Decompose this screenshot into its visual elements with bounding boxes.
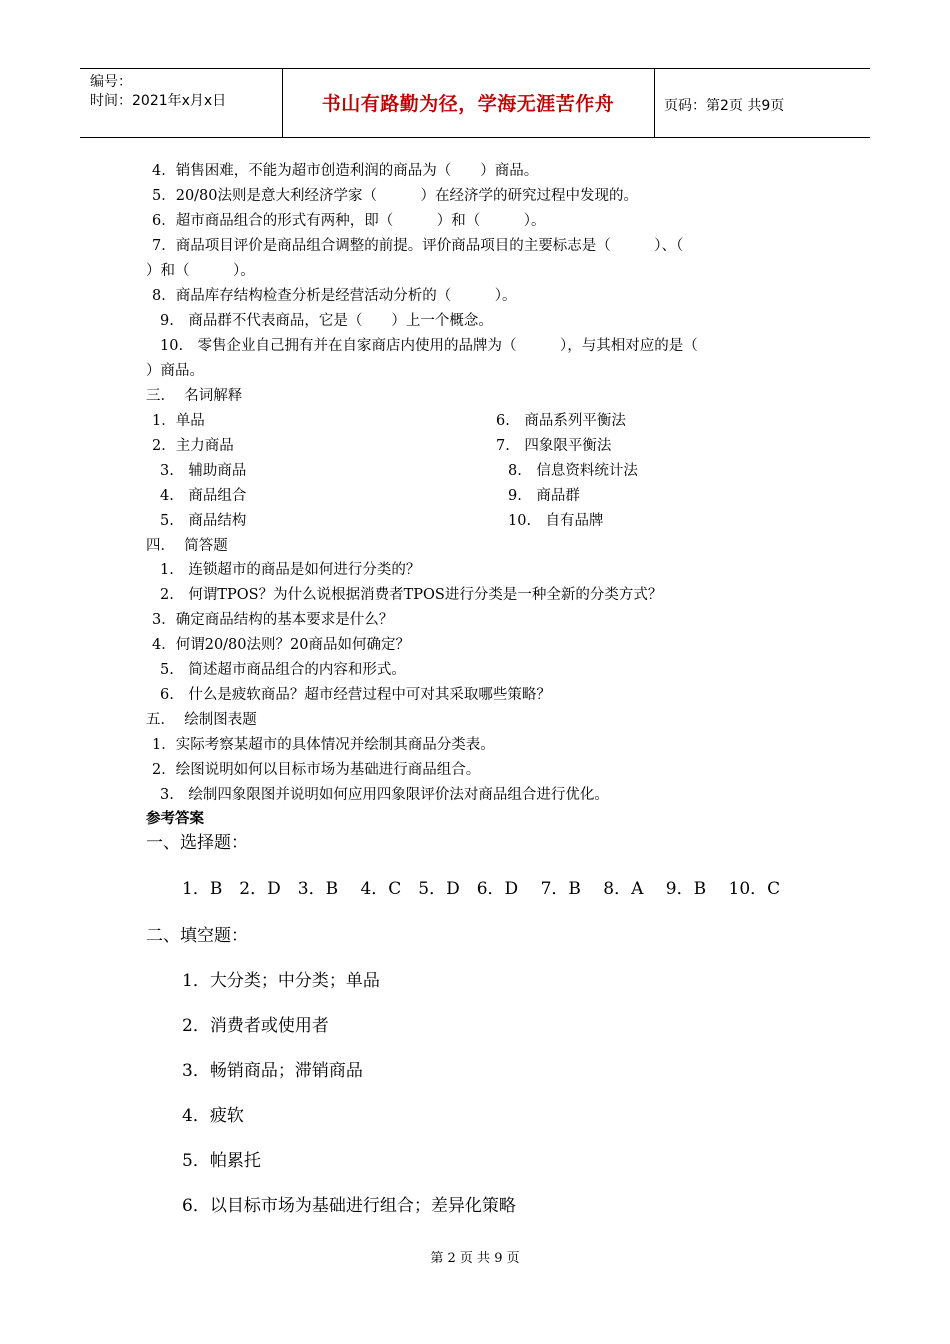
- fill-answer: 6．以目标市场为基础进行组合；差异化策略: [182, 1196, 516, 1216]
- header-motto: 书山有路勤为径，学海无涯苦作舟: [321, 93, 615, 115]
- fill-question: 6．超市商品组合的形式有两种，即（ ）和（ ）。: [152, 213, 546, 229]
- fill-answer: 5．帕累托: [182, 1151, 261, 1171]
- time-label: 时间：2021年x月x日: [90, 93, 227, 109]
- page-footer: 第 2 页 共 9 页: [430, 1251, 520, 1266]
- short-answer-item: 2. 何谓TPOS？为什么说根据消费者TPOS进行分类是一种全新的分类方式？: [160, 587, 663, 603]
- short-answer-item: 3．确定商品结构的基本要求是什么？: [152, 612, 394, 628]
- chart-task-item: 2．绘图说明如何以目标市场为基础进行商品组合。: [152, 762, 481, 778]
- fill-answer: 2．消费者或使用者: [182, 1016, 329, 1036]
- fill-question: 10. 零售企业自己拥有并在自家商店内使用的品牌为（ ），与其相对应的是（: [160, 338, 698, 354]
- term-item: 5. 商品结构: [160, 513, 247, 529]
- fill-answer: 3．畅销商品；滞销商品: [182, 1061, 363, 1081]
- fill-question-continued: ）和（ ）。: [146, 263, 255, 279]
- short-answer-item: 5. 简述超市商品组合的内容和形式。: [160, 662, 406, 678]
- header-meta: [90, 73, 226, 111]
- fill-answers-title: 二、填空题：: [146, 926, 248, 946]
- term-item: 7. 四象限平衡法: [496, 438, 612, 454]
- short-answer-item: 4．何谓20/80法则？20商品如何确定？: [152, 637, 410, 653]
- fill-question-continued: ）商品。: [146, 363, 204, 379]
- fill-answer: 4．疲软: [182, 1106, 244, 1126]
- fill-question: 7．商品项目评价是商品组合调整的前提。评价商品项目的主要标志是（ ）、（: [152, 238, 684, 254]
- term-item: 6. 商品系列平衡法: [496, 413, 626, 429]
- fill-question: 5．20/80法则是意大利经济学家（ ）在经济学的研究过程中发现的。: [152, 188, 639, 204]
- fill-question: 4．销售困难，不能为超市创造利润的商品为（ ）商品。: [152, 163, 539, 179]
- term-item: 4. 商品组合: [160, 488, 247, 504]
- fill-question: 8．商品库存结构检查分析是经营活动分析的（ ）。: [152, 288, 517, 304]
- header-page-label: 页码：第2页 共9页: [664, 98, 785, 114]
- answers-title: 参考答案: [146, 810, 204, 827]
- chart-task-item: 3. 绘制四象限图并说明如何应用四象限评价法对商品组合进行优化。: [160, 787, 609, 803]
- section-title: 三． 名词解释: [146, 388, 243, 404]
- document-header: [80, 68, 870, 138]
- term-item: 8. 信息资料统计法: [508, 463, 638, 479]
- term-item: 9. 商品群: [508, 488, 580, 504]
- choice-answers: 1．B 2．D 3．B 4．C 5．D 6．D 7．B 8．A 9．B 10．C: [182, 879, 781, 899]
- short-answer-item: 1. 连锁超市的商品是如何进行分类的？: [160, 562, 421, 578]
- number-label: 编号：: [90, 74, 132, 90]
- fill-answer: 1．大分类；中分类；单品: [182, 971, 380, 991]
- term-item: 3. 辅助商品: [160, 463, 247, 479]
- header-divider: [654, 69, 655, 137]
- section-title: 四． 简答题: [146, 538, 228, 554]
- term-item: 1．单品: [152, 413, 205, 429]
- term-item: 10. 自有品牌: [508, 513, 604, 529]
- term-item: 2．主力商品: [152, 438, 234, 454]
- short-answer-item: 6. 什么是疲软商品？超市经营过程中可对其采取哪些策略？: [160, 687, 551, 703]
- choice-answers-title: 一、选择题：: [146, 833, 248, 853]
- chart-task-item: 1．实际考察某超市的具体情况并绘制其商品分类表。: [152, 737, 495, 753]
- fill-question: 9. 商品群不代表商品，它是（ ）上一个概念。: [160, 313, 493, 329]
- section-title: 五． 绘制图表题: [146, 712, 257, 728]
